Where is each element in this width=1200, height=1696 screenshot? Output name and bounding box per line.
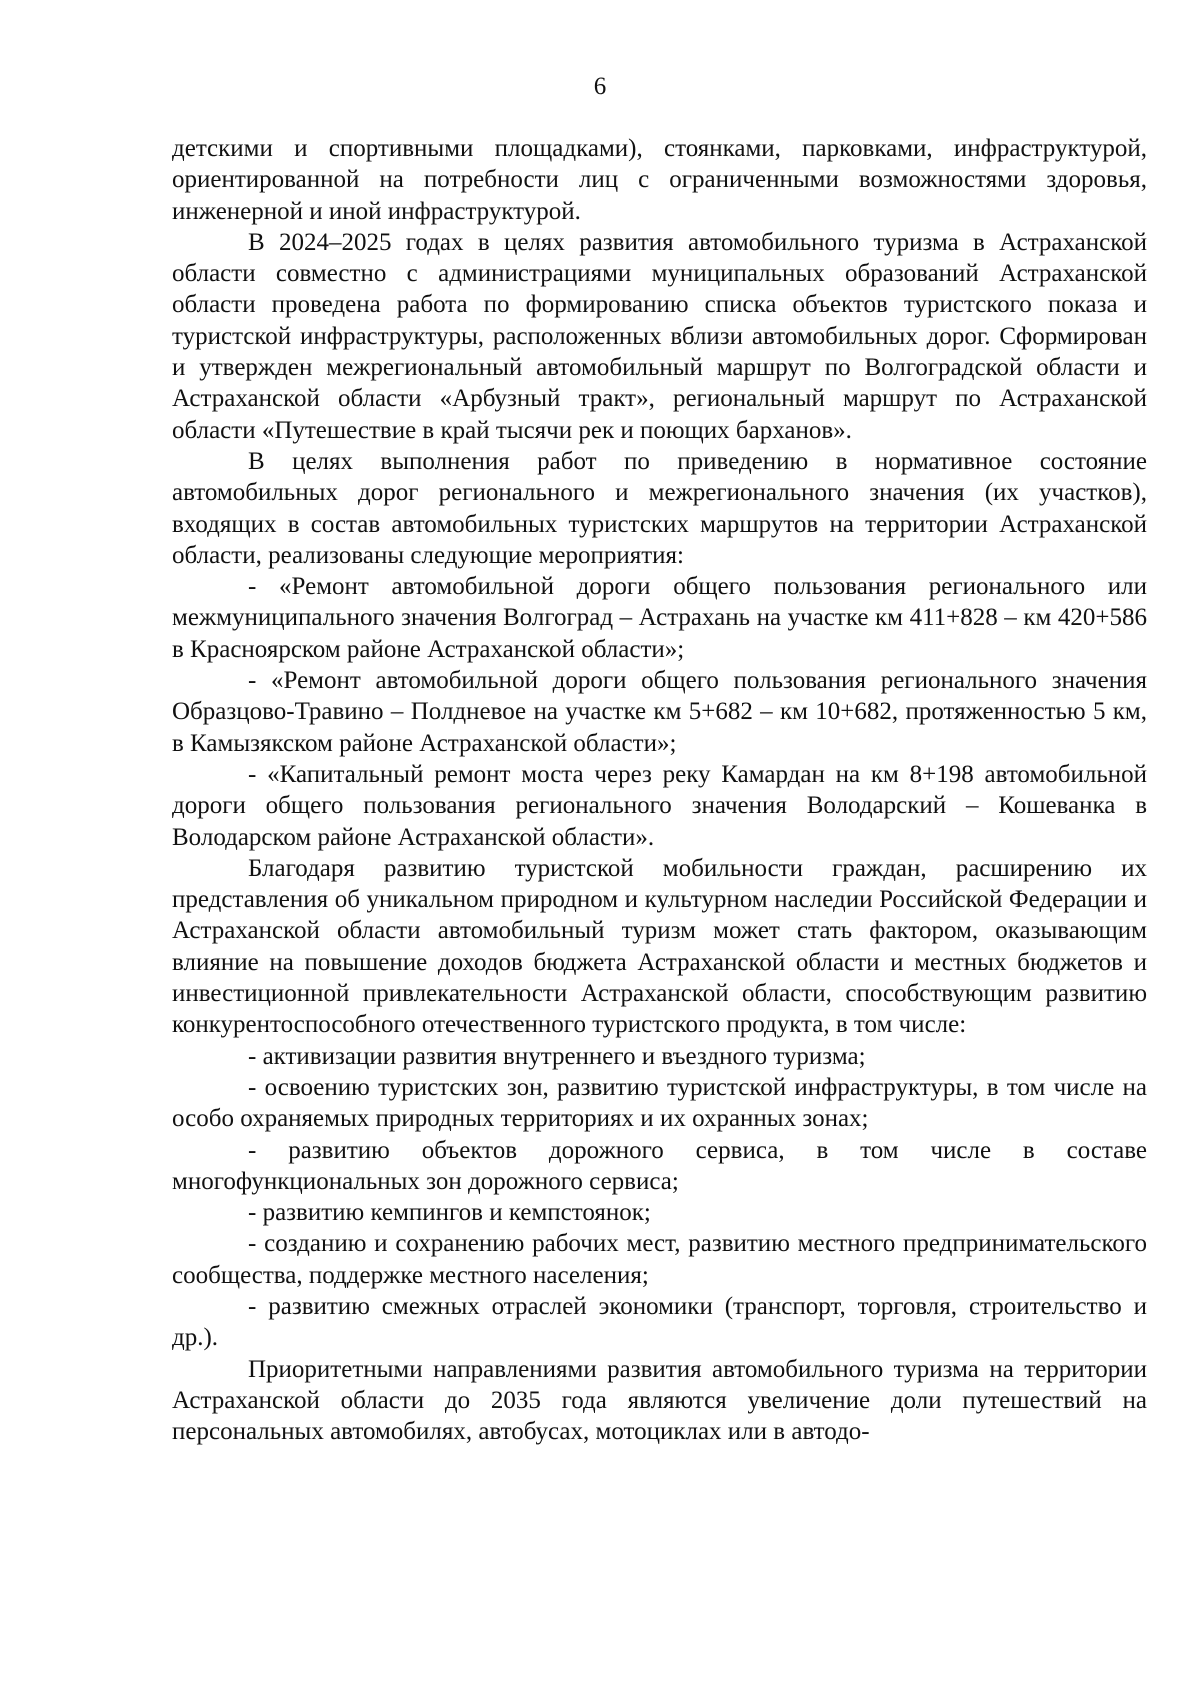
list-item: - «Ремонт автомобильной дороги общего пользования регионального или межмуниципального значения Волгоград – Астрахань на участке км 411+828 – км 420+586 в Красноярском районе Астраханской области»; [172, 573, 1147, 663]
list-item: - развитию кемпингов и кемпстоянок; [248, 1199, 651, 1227]
paragraph: Благодаря развитию туристской мобильности граждан, расширению их представления об уникальном природном и культурном наследии Российской Федерации и Астраханской области автомобильный туризм может стать фактором, оказывающим влияние на повышение доходов бюджета Астраханской области и местных бюджетов и инвестиционной привлекательности Астраханской области, способствующим развитию конкурентоспособного отечественного туристского продукта, в том числе: [172, 854, 1147, 1039]
list-item: - «Капитальный ремонт моста через реку Камардан на км 8+198 автомобильной дороги общего пользования регионального значения Володарский – Кошеванка в Володарском районе Астраханской области». [172, 760, 1147, 851]
list-item: - созданию и сохранению рабочих мест, развитию местного предпринимательского сообщества, поддержке местного населения; [172, 1230, 1147, 1289]
paragraph: Приоритетными направлениями развития автомобильного туризма на территории Астраханской области до 2035 года являются увеличение доли путешествий на персональных автомобилях, автобусах, мотоциклах или в автодо- [172, 1355, 1147, 1446]
list-item: - «Ремонт автомобильной дороги общего пользования регионального значения Образцово-Травино – Полдневое на участке км 5+682 – км 10+682, протяженностью 5 км, в Камызякском районе Астраханской области»; [172, 667, 1147, 757]
list-item: - освоению туристских зон, развитию туристской инфраструктуры, в том числе на особо охраняемых природных территориях и их охранных зонах; [172, 1073, 1147, 1133]
list-item: - развитию объектов дорожного сервиса, в том числе в составе многофункциональных зон дорожного сервиса; [172, 1136, 1147, 1195]
list-item: - активизации развития внутреннего и въездного туризма; [248, 1042, 866, 1070]
paragraph: В 2024–2025 годах в целях развития автомобильного туризма в Астраханской области совместно с администрациями муниципальных образований Астраханской области проведена работа по формированию списка объектов туристского показа и туристской инфраструктуры, расположенных вблизи автомобильных дорог. Сформирован и утвержден межрегиональный автомобильный маршрут по Волгоградской области и Астраханской области «Арбузный тракт», региональный маршрут по Астраханской области «Путешествие в край тысячи рек и поющих барханов». [172, 228, 1147, 444]
page-number: 6 [593, 73, 607, 100]
document-body [172, 133, 1147, 1447]
list-item: - развитию смежных отраслей экономики (транспорт, торговля, строительство и др.). [172, 1292, 1147, 1352]
paragraph: В целях выполнения работ по приведению в нормативное состояние автомобильных дорог регионального и межрегионального значения (их участков), входящих в состав автомобильных туристских маршрутов на территории Астраханской области, реализованы следующие мероприятия: [172, 447, 1147, 569]
paragraph-continuation: детскими и спортивными площадками), стоянками, парковками, инфраструктурой, ориентированной на потребности лиц с ограниченными возможностями здоровья, инженерной и иной инфраструктурой. [172, 135, 1147, 225]
